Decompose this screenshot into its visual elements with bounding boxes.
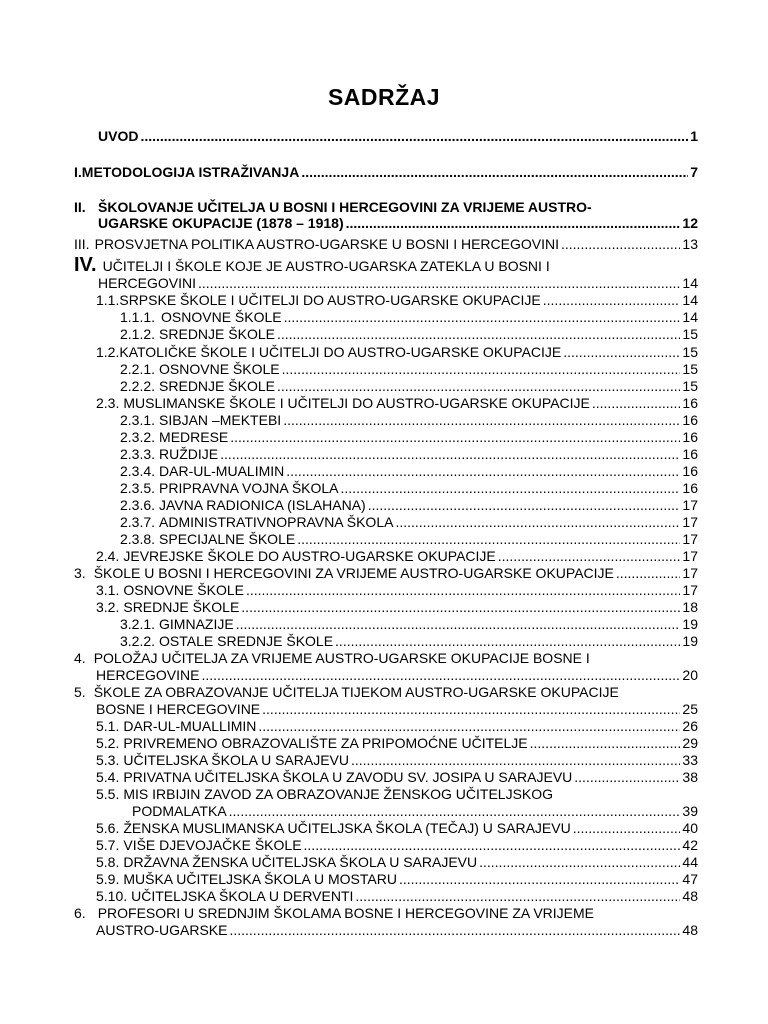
- toc-entry-iii: [74, 236, 698, 253]
- toc-entry-label: ADMINISTRATIVNOPRAVNA ŠKOLA: [159, 514, 394, 530]
- toc-entry-label: SPECIJALNE ŠKOLE: [159, 531, 296, 547]
- toc-entry-label: ŠKOLE U BOSNI I HERCEGOVINI ZA VRIJEME AUSTRO-UGARSKE OKUPACIJE: [93, 565, 614, 581]
- toc-entry-5-10: [96, 888, 698, 905]
- toc-entry-number: 5.2.: [96, 735, 120, 751]
- toc-page-number: 12: [682, 215, 698, 231]
- dot-leader: [301, 164, 688, 181]
- toc-page-number: 15: [682, 344, 698, 360]
- toc-entry-3-2-1: [120, 616, 698, 633]
- toc-entry-number: 3.2.1.: [120, 616, 156, 632]
- dot-leader: [304, 837, 681, 854]
- toc-page-number: 15: [682, 361, 698, 377]
- toc-entry-label: ŠKOLE ZA OBRAZOVANJE UČITELJA TIJEKOM AUSTRO-UGARSKE OKUPACIJE: [93, 684, 619, 700]
- toc-page-number: 26: [682, 718, 698, 734]
- toc-entry-label: MEDRESE: [159, 429, 229, 445]
- toc-entry-uvod: [98, 128, 698, 145]
- dot-leader: [277, 378, 680, 395]
- dot-leader: [399, 871, 680, 888]
- toc-entry-2-3-4: [120, 463, 698, 480]
- toc-page-number: 19: [682, 616, 698, 632]
- dot-leader: [286, 463, 680, 480]
- dot-leader: [479, 854, 680, 871]
- toc-entry-2-3: [96, 395, 698, 412]
- toc-page-number: 14: [682, 292, 698, 308]
- toc-entry-label: SIBJAN –MEKTEBI: [159, 412, 282, 428]
- toc-entry-number: 5.9.: [96, 871, 120, 887]
- toc-entry-label: PROSVJETNA POLITIKA AUSTRO-UGARSKE U BOSNI I HERCEGOVINI: [94, 236, 559, 252]
- toc-page-number: 19: [682, 633, 698, 649]
- toc-entry-2-1-2: [120, 326, 698, 343]
- toc-entry-2-3-2: [120, 429, 698, 446]
- toc-entry-label: KATOLIČKE ŠKOLE I UČITELJI DO AUSTRO-UGARSKE OKUPACIJE: [119, 344, 562, 360]
- toc-entry-label: SREDNJE ŠKOLE: [123, 599, 240, 615]
- toc-entry-label: JEVREJSKE ŠKOLE DO AUSTRO-UGARSKE OKUPACIJE: [123, 548, 496, 564]
- toc-entry-3-1: [96, 582, 698, 599]
- toc-entry-number: IV.: [74, 254, 97, 276]
- toc-entry-number: 2.4.: [96, 548, 120, 564]
- toc-entry-label: MIS IRBIJIN ZAVOD ZA OBRAZOVANJE ŽENSKOG UČITELJSKOG: [123, 786, 554, 802]
- dot-leader: [351, 752, 680, 769]
- toc-entry-label: POLOŽAJ UČITELJA ZA VRIJEME AUSTRO-UGARSKE OKUPACIJE BOSNE I: [93, 650, 590, 666]
- toc-entry-4-cont: [96, 667, 698, 684]
- dot-leader: [297, 531, 680, 548]
- toc-entry-label: SRPSKE ŠKOLE I UČITELJI DO AUSTRO-UGARSKE OKUPACIJE: [119, 292, 541, 308]
- toc-entry-5: [74, 684, 619, 701]
- toc-page-number: 17: [682, 514, 698, 530]
- toc-entry-5-4: [96, 769, 698, 786]
- toc-entry-5-2: [96, 735, 698, 752]
- dot-leader: [198, 275, 680, 292]
- toc-entry-label: ŽENSKA MUSLIMANSKA UČITELJSKA ŠKOLA (TEČAJ) U SARAJEVU: [123, 820, 571, 836]
- toc-entry-label: MUSLIMANSKE ŠKOLE I UČITELJI DO AUSTRO-UGARSKE OKUPACIJE: [123, 395, 590, 411]
- toc-entry-number: 5.4.: [96, 769, 120, 785]
- toc-entry-5-3: [96, 752, 698, 769]
- toc-entry-label: OSNOVNE ŠKOLE: [159, 361, 280, 377]
- dot-leader: [335, 633, 680, 650]
- toc-page-number: 16: [682, 480, 698, 496]
- toc-entry-number: 5.6.: [96, 820, 120, 836]
- toc-page-number: 44: [682, 854, 698, 870]
- dot-leader: [236, 616, 681, 633]
- dot-leader: [246, 582, 680, 599]
- toc-entry-number: 4.: [74, 650, 86, 666]
- toc-entry-5-cont: [96, 701, 698, 718]
- dot-leader: [574, 769, 680, 786]
- toc-entry-iv-cont: [98, 275, 698, 292]
- toc-page-number: 13: [682, 236, 698, 252]
- toc-entry-label: DRŽAVNA ŽENSKA UČITELJSKA ŠKOLA U SARAJEVU: [123, 854, 478, 870]
- dot-leader: [498, 548, 681, 565]
- dot-leader: [277, 326, 680, 343]
- toc-entry-2-3-3: [120, 446, 698, 463]
- toc-entry-5-5-cont: [132, 803, 698, 820]
- toc-entry-number: 2.3.2.: [120, 429, 156, 445]
- toc-entry-ii-cont: [98, 215, 698, 232]
- toc-page-number: 17: [682, 582, 698, 598]
- dot-leader: [561, 236, 680, 253]
- toc-entry-label: OSNOVNE ŠKOLE: [161, 309, 282, 325]
- toc-entry-6-cont: [96, 922, 698, 939]
- toc-entry-label: UVOD: [98, 128, 139, 144]
- toc-entry-number: 3.2.2.: [120, 633, 156, 649]
- toc-entry-label: GIMNAZIJE: [159, 616, 234, 632]
- toc-entry-number: 5.10.: [96, 888, 128, 904]
- toc-entry-label: PRIVREMENO OBRAZOVALIŠTE ZA PRIPOMOĆNE UČITELJE: [123, 735, 528, 751]
- toc-page-number: 14: [682, 309, 698, 325]
- toc-page-number: 1: [690, 128, 698, 144]
- dot-leader: [368, 497, 681, 514]
- toc-entry-label: VIŠE DJEVOJAČKE ŠKOLE: [123, 837, 302, 853]
- toc-entry-5-1: [96, 718, 698, 735]
- toc-entry-label-cont: HERCEGOVINE: [96, 667, 200, 683]
- toc-entry-6: [74, 905, 594, 922]
- dot-leader: [282, 361, 681, 378]
- toc-entry-label: DAR-UL-MUALIMIN: [159, 463, 285, 479]
- dot-leader: [201, 667, 680, 684]
- toc-entry-number: 2.3.5.: [120, 480, 156, 496]
- toc-entry-number: 2.3.7.: [120, 514, 156, 530]
- toc-entry-number: 5.3.: [96, 752, 120, 768]
- dot-leader: [530, 735, 681, 752]
- toc-entry-2-3-5: [120, 480, 698, 497]
- dot-leader: [563, 344, 680, 361]
- toc-entry-5-7: [96, 837, 698, 854]
- toc-entry-label-cont: HERCEGOVINI: [98, 275, 197, 291]
- toc-page-number: 42: [682, 837, 698, 853]
- toc-entry-2-3-6: [120, 497, 698, 514]
- toc-page-number: 17: [682, 531, 698, 547]
- toc-entry-number: 2.2.2.: [120, 378, 156, 394]
- toc-entry-3-2: [96, 599, 698, 616]
- toc-entry-2-3-8: [120, 531, 698, 548]
- toc-entry-1-2: [96, 344, 698, 361]
- toc-entry-label-cont: PODMALATKA: [132, 803, 227, 819]
- toc-entry-3: [74, 565, 698, 582]
- dot-leader: [341, 480, 681, 497]
- toc-page-number: 40: [682, 820, 698, 836]
- dot-leader: [258, 718, 680, 735]
- toc-entry-label: METODOLOGIJA ISTRAŽIVANJA: [81, 164, 300, 180]
- toc-entry-number: 5.8.: [96, 854, 120, 870]
- toc-entry-number: 2.3.3.: [120, 446, 156, 462]
- dot-leader: [140, 128, 688, 145]
- toc-entry-1-1-1: [120, 309, 698, 326]
- toc-entry-2-4: [96, 548, 698, 565]
- toc-entry-label-cont: AUSTRO-UGARSKE: [96, 922, 228, 938]
- dot-leader: [543, 292, 681, 309]
- toc-page-number: 16: [682, 395, 698, 411]
- dot-leader: [355, 888, 680, 905]
- dot-leader: [283, 412, 680, 429]
- toc-entry-number: III.: [74, 236, 90, 252]
- toc-entry-label: DAR-UL-MUALLIMIN: [123, 718, 257, 734]
- toc-page-number: 18: [682, 599, 698, 615]
- toc-entry-number: 2.2.1.: [120, 361, 156, 377]
- dot-leader: [262, 701, 680, 718]
- dot-leader: [395, 514, 680, 531]
- toc-entry-number: 2.3.6.: [120, 497, 156, 513]
- toc-entry-iv: [74, 254, 550, 277]
- toc-page-number: 48: [682, 888, 698, 904]
- toc-entry-number: 1.2.: [96, 344, 120, 360]
- toc-page-number: 17: [682, 497, 698, 513]
- toc-entry-5-8: [96, 854, 698, 871]
- toc-page-number: 39: [682, 803, 698, 819]
- toc-entry-ii: [74, 199, 592, 216]
- toc-entry-2-2-2: [120, 378, 698, 395]
- toc-page-number: 7: [690, 164, 698, 180]
- toc-entry-2-2-1: [120, 361, 698, 378]
- toc-entry-4: [74, 650, 590, 667]
- toc-entry-number: 5.7.: [96, 837, 120, 853]
- toc-page-number: 16: [682, 429, 698, 445]
- toc-page-number: 14: [682, 275, 698, 291]
- toc-entry-label: PROFESORI U SREDNJIM ŠKOLAMA BOSNE I HERCEGOVINE ZA VRIJEME: [97, 905, 595, 921]
- toc-page-number: 17: [682, 565, 698, 581]
- toc-entry-5-9: [96, 871, 698, 888]
- toc-entry-label: OSTALE SREDNJE ŠKOLE: [159, 633, 334, 649]
- toc-page-number: 15: [682, 326, 698, 342]
- toc-entry-label: OSNOVNE ŠKOLE: [123, 582, 244, 598]
- toc-entry-number: 3.1.: [96, 582, 120, 598]
- toc-entry-number: I.: [74, 164, 82, 180]
- dot-leader: [230, 429, 680, 446]
- toc-entry-5-5: [96, 786, 553, 803]
- toc-entry-label: RUŽDIJE: [159, 446, 219, 462]
- toc-entry-label: UČITELJI I ŠKOLE KOJE JE AUSTRO-UGARSKA ZATEKLA U BOSNI I: [102, 258, 550, 274]
- dot-leader: [573, 820, 681, 837]
- toc-entry-number: 1.1.1.: [120, 309, 156, 325]
- dot-leader: [346, 215, 681, 232]
- toc-page-number: 16: [682, 446, 698, 462]
- toc-page-number: 47: [682, 871, 698, 887]
- toc-page-number: 33: [682, 752, 698, 768]
- toc-page-number: 48: [682, 922, 698, 938]
- toc-entry-number: 2.3.4.: [120, 463, 156, 479]
- toc-page-number: 16: [682, 463, 698, 479]
- toc-page-number: 17: [682, 548, 698, 564]
- dot-leader: [229, 803, 681, 820]
- toc-entry-2-3-7: [120, 514, 698, 531]
- toc-entry-1-1: [96, 292, 698, 309]
- toc-entry-2-3-1: [120, 412, 698, 429]
- toc-entry-number: 5.1.: [96, 718, 120, 734]
- toc-entry-label: PRIPRAVNA VOJNA ŠKOLA: [159, 480, 339, 496]
- toc-entry-number: 3.: [74, 565, 86, 581]
- toc-page-number: 29: [682, 735, 698, 751]
- toc-entry-number: 2.3.: [96, 395, 120, 411]
- toc-entry-number: 5.: [74, 684, 86, 700]
- toc-entry-i: [74, 164, 698, 181]
- toc-entry-label-cont: UGARSKE OKUPACIJE (1878 – 1918): [98, 215, 344, 231]
- toc-entry-label: UČITELJSKA ŠKOLA U DERVENTI: [131, 888, 354, 904]
- toc-entry-number: 2.3.1.: [120, 412, 156, 428]
- dot-leader: [241, 599, 680, 616]
- toc-entry-label: ŠKOLOVANJE UČITELJA U BOSNI I HERCEGOVINI ZA VRIJEME AUSTRO-: [98, 199, 592, 215]
- toc-entry-number: 2.3.8.: [120, 531, 156, 547]
- toc-entry-label: SREDNJE ŠKOLE: [159, 326, 275, 342]
- toc-entry-number: 3.2.: [96, 599, 120, 615]
- dot-leader: [284, 309, 681, 326]
- dot-leader: [220, 446, 680, 463]
- dot-leader: [616, 565, 681, 582]
- toc-entry-label: SREDNJE ŠKOLE: [159, 378, 275, 394]
- toc-entry-number: 1.1.: [96, 292, 120, 308]
- toc-entry-label: MUŠKA UČITELJSKA ŠKOLA U MOSTARU: [123, 871, 397, 887]
- toc-page-number: 20: [682, 667, 698, 683]
- toc-entry-label-cont: BOSNE I HERCEGOVINE: [96, 701, 261, 717]
- toc-page-number: 38: [682, 769, 698, 785]
- toc-entry-3-2-2: [120, 633, 698, 650]
- dot-leader: [592, 395, 681, 412]
- toc-entry-label: JAVNA RADIONICA (ISLAHANA): [159, 497, 366, 513]
- toc-page-number: 15: [682, 378, 698, 394]
- toc-page-number: 25: [682, 701, 698, 717]
- toc-entry-label: UČITELJSKA ŠKOLA U SARAJEVU: [123, 752, 349, 768]
- toc-entry-label: PRIVATNA UČITELJSKA ŠKOLA U ZAVODU SV. JOSIPA U SARAJEVU: [123, 769, 573, 785]
- toc-entry-number: 2.1.2.: [120, 326, 156, 342]
- toc-entry-5-6: [96, 820, 698, 837]
- toc-entry-number: 6.: [74, 905, 86, 921]
- toc-page-number: 16: [682, 412, 698, 428]
- toc-entry-number: 5.5.: [96, 786, 120, 802]
- page-title: SADRŽAJ: [327, 84, 441, 110]
- dot-leader: [229, 922, 680, 939]
- toc-entry-number: II.: [74, 199, 86, 215]
